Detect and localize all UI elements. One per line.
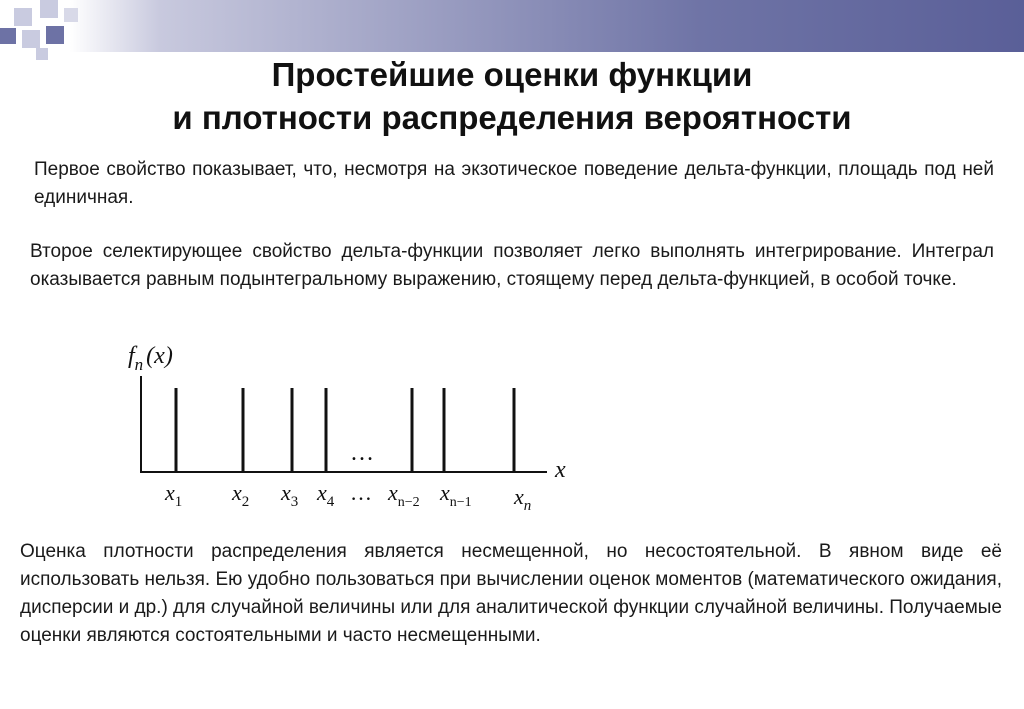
tick-label-xn-1: $x_{n-1}$ <box>440 480 472 510</box>
slide-title-line2: и плотности распределения вероятности <box>172 99 852 136</box>
tick-ellipsis: … <box>350 480 372 505</box>
slide-title-line1: Простейшие оценки функции <box>271 56 753 93</box>
decor-square <box>40 0 58 18</box>
tick-label-xn-2: $x_{n-2}$ <box>388 480 420 510</box>
tick-label-x4: $x_4$ <box>317 480 335 510</box>
x-axis-label: x <box>555 457 566 483</box>
decor-square <box>46 26 64 44</box>
tick-label-xn: $x_n$ <box>514 484 532 514</box>
decor-square <box>22 30 40 48</box>
paragraph-1: Первое свойство показывает, что, несмотря на экзотическое поведение дельта-функции, площадь под ней единичная. <box>34 159 994 208</box>
delta-functions-diagram <box>110 330 590 520</box>
decor-square <box>64 8 78 22</box>
decor-square <box>14 8 32 26</box>
y-axis-label: $f_n$ (x) <box>128 343 173 374</box>
paragraph-2: Второе селектирующее свойство дельта-функции позволяет легко выполнять интегрирование. Интеграл оказывается равным подынтегральному выражению, стоящему перед дельта-функцией, в особой точке. <box>30 241 994 290</box>
tick-label-x1: $x_1$ <box>165 480 183 510</box>
decor-square <box>0 28 16 44</box>
spikes-ellipsis: … <box>350 440 374 466</box>
paragraph-3: Оценка плотности распределения является несмещенной, но несостоятельной. В явном виде её использовать нельзя. Ею удобно пользоваться при вычислении оценок моментов (математического ожидания, дисперсии и др.) для случайной величины или для аналитической функции случайной величины. Получаемые оценки являются состоятельными и часто несмещенными. <box>20 541 1002 646</box>
tick-label-x3: $x_3$ <box>281 480 299 510</box>
header-band <box>0 0 1024 52</box>
tick-label-x2: $x_2$ <box>232 480 250 510</box>
